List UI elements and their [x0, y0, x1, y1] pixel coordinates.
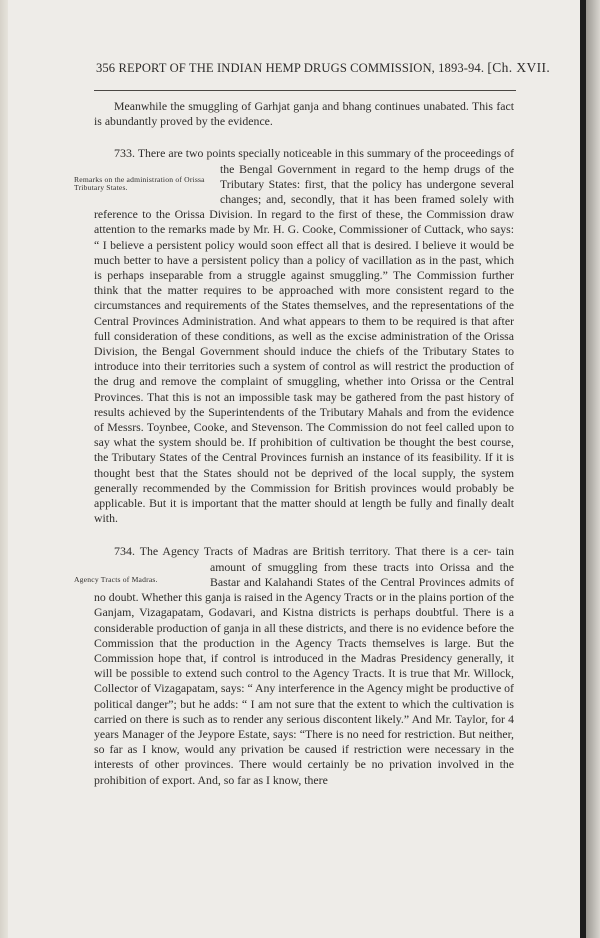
margin-note-orissa: Remarks on the administration of Orissa Tributary States. — [74, 174, 205, 193]
left-page-edge — [0, 0, 8, 938]
paragraph-734-body: tain amount of smuggling from these tracts into Orissa and the Bastar and Kalahandi States of the Central Provinces admits of no doubt. Whether this ganja is raised in the Agency Tracts or in the plains portion of the Ganjam, Vizagapatam, Godavari, and Kistna districts is perhaps doubtful. There is a considerable production of ganja in all these districts, and there is no evidence before the Commission that the production in the Agency Tracts themselves is large. But the Commission hope that, if control is introduced in the Madras Presidency generally, it will be possible to extend such control to the Agency Tracts. It is true that Mr. Willock, Collector of Vizagapatam, says: “ Any interference in the Agency might be productive of political danger”; but he adds: “ I am not sure that the extent to which the cultivation is carried on there is such as to render any serious discontent likely.” And Mr. Taylor, for 4 years Manager of the Jeypore Estate, says: “There is no need for restriction. But neither, so far as I know, would any privation be caused if restriction were necessary in the interests of other provinces. There would certainly be no privation involved in the prohibition of export. And, so far as I know, there — [94, 544, 514, 787]
paragraph-733 — [74, 146, 514, 526]
paragraph-number: 734. — [114, 544, 135, 559]
paragraph-733-opening: There are two points specially noticeable in this summary of the proceedings of the Bengal Government in regard to the — [137, 146, 514, 176]
facing-page-edge — [586, 0, 600, 938]
page-body — [74, 99, 514, 806]
running-title: REPORT OF THE INDIAN HEMP DRUGS COMMISSION, 1893-94. — [118, 61, 485, 75]
paragraph-734 — [74, 544, 514, 787]
paragraph-number: 733. — [114, 146, 135, 161]
header-rule — [94, 90, 516, 91]
margin-note-madras: Agency Tracts of Madras. — [74, 574, 158, 584]
chapter-label: [Ch. XVII. — [487, 60, 551, 75]
paragraph-734-opening: The Agency Tracts of Madras are British territory. That there is a cer- — [139, 544, 492, 559]
intro-paragraph: Meanwhile the smuggling of Garhjat ganja and bhang continues unabated. This fact is abundantly proved by the evidence. — [94, 99, 514, 129]
running-header — [96, 60, 551, 76]
page-number: 356 — [96, 61, 116, 75]
paragraph-733-body: hemp drugs of the Tributary States: first, that the policy has undergone several changes; and, secondly, that it has been framed solely with reference to the Orissa Division. In regard to the first of these, the Commission draw attention to the remarks made by Mr. H. G. Cooke, Commissioner of Cuttack, who says: “ I believe a persistent policy would soon effect all that is desired. I believe it would be much better to have a persistent policy than a policy of vacillation as in the past, which is perhaps inseparable from a struggle against smuggling.” The Commission further think that the matter requires to be approached with more consistent regard to the circumstances and requirements of the States themselves, and the representations of the Central Provinces Administration. And what appears to them to be required is that after full consideration of these conditions, as well as the excise administration of the Orissa Division, the Bengal Government should induce the chiefs of the Tributary States to introduce into their territories such a system of control as will restrict the production of the drug and remove the complaint of smuggling, whether into Orissa or the Central Provinces. That this is not an impossible task may be gathered from the past history of results achieved by the Superintendents of the Tributary Mahals and from the evidence of Messrs. Toynbee, Cooke, and Stevenson. The Commission do not feel called upon to say what the system should be. If prohibition of cultivation be thought the best course, the Tributary States of the Central Provinces furnish an instance of its feasibility. If it is thought best that the States should not be deprived of the local supply, the system generally recommended by the Commission for British provinces would probably be applicable. But it is important that the matter should at length be fully and finally dealt with. — [94, 161, 514, 526]
